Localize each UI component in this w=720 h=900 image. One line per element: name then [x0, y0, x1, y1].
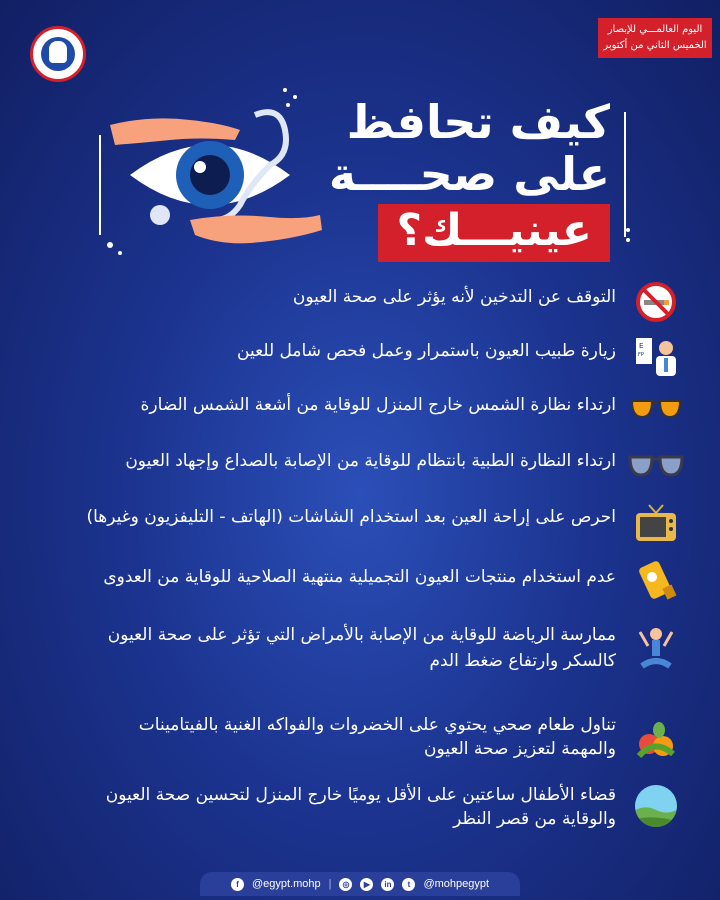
badge-line-1: اليوم العالمـــي للإبصار: [607, 24, 703, 35]
tip-text: زيارة طبيب العيون باستمرار وعمل فحص شامل للعين: [237, 341, 616, 361]
eye-care-illustration: [90, 95, 330, 255]
headline-line-2: على صحــــة: [328, 147, 610, 201]
tip-text-line-2: والمهمة لتعزيز صحة العيون: [424, 739, 616, 759]
outdoor-landscape-icon: [628, 782, 684, 830]
tip-text: ممارسة الرياضة للوقاية من الإصابة بالأمراض التي تؤثر على صحة العيون: [107, 625, 616, 645]
list-item: [0, 442, 720, 482]
ministry-logo: [30, 26, 86, 82]
twitter-icon[interactable]: t: [402, 878, 415, 891]
tip-text-line-2: والوقاية من قصر النظر: [453, 809, 616, 829]
sunglasses-icon: [628, 386, 684, 434]
instagram-icon[interactable]: ◎: [339, 878, 352, 891]
list-item: [0, 278, 720, 318]
list-item: [0, 620, 720, 676]
svg-text:FP: FP: [638, 352, 644, 358]
decorative-dots: [280, 85, 310, 115]
yoga-icon: [628, 626, 684, 674]
list-item: [0, 712, 720, 768]
tip-text: ارتداء النظارة الطبية بانتظام للوقاية من الإصابة بالصداع وإجهاد العيون: [125, 451, 616, 471]
social-handle[interactable]: @mohpegypt: [423, 878, 490, 890]
divider: |: [328, 878, 332, 890]
tip-text: قضاء الأطفال ساعتين على الأقل يوميًا خارج المنزل لتحسين صحة العيون: [105, 785, 616, 805]
facebook-icon[interactable]: f: [231, 878, 244, 891]
facebook-handle[interactable]: @egypt.mohp: [251, 878, 321, 890]
tv-icon: [628, 500, 684, 548]
headline-line-1: كيف تحافظ: [346, 95, 610, 149]
cosmetic-tube-icon: [628, 558, 684, 606]
eyeglasses-icon: [628, 442, 684, 490]
family-emblem-icon: [41, 37, 75, 71]
decorative-line-right: [622, 112, 628, 242]
decorative-dots-right: [618, 225, 638, 255]
vegetables-icon: [628, 716, 684, 764]
social-footer: [200, 872, 520, 896]
top-hand-icon: [110, 118, 240, 145]
world-sight-day-badge: [598, 18, 712, 58]
badge-line-2: الخميس الثاني من أكتوبر: [603, 40, 707, 51]
headline: [329, 96, 610, 262]
list-item: [0, 500, 720, 540]
tip-text: التوقف عن التدخين لأنه يؤثر على صحة العيون: [292, 287, 616, 307]
no-smoking-icon: [628, 278, 684, 326]
headline-line-3: عينيـــك؟: [378, 204, 610, 262]
tip-text: عدم استخدام منتجات العيون التجميلية منتهية الصلاحية للوقاية من العدوى: [103, 567, 616, 587]
tip-text: تناول طعام صحي يحتوي على الخضروات والفواكه الغنية بالفيتامينات: [138, 715, 616, 735]
svg-text:E: E: [639, 342, 644, 350]
list-item: [0, 386, 720, 426]
bottom-hand-icon: [190, 215, 322, 243]
list-item: [0, 332, 720, 372]
tip-text: احرص على إراحة العين بعد استخدام الشاشات (الهاتف - التليفزيون وغيرها): [86, 507, 616, 527]
tip-text: ارتداء نظارة الشمس خارج المنزل للوقاية من أشعة الشمس الضارة: [140, 395, 616, 415]
eye-doctor-icon: [628, 332, 684, 380]
tip-text-line-2: كالسكر وارتفاع ضغط الدم: [429, 651, 616, 671]
pupil-icon: [190, 155, 230, 195]
list-item: [0, 782, 720, 838]
list-item: [0, 558, 720, 598]
linkedin-icon[interactable]: in: [381, 878, 394, 891]
youtube-icon[interactable]: ▶: [360, 878, 373, 891]
